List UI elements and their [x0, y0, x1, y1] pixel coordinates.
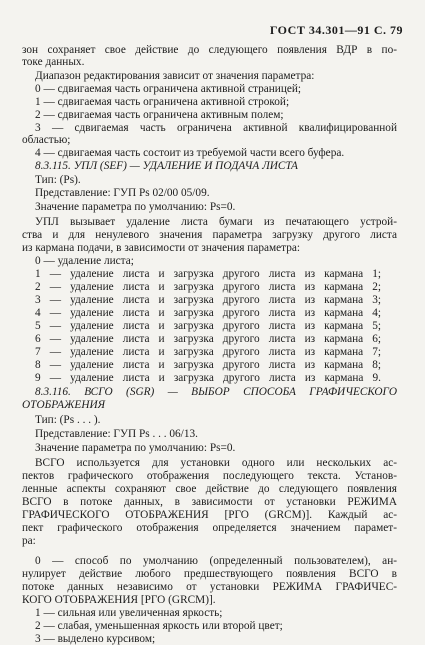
text-line: ства и для ненулевого значения параметра загрузку другого листа: [22, 229, 397, 241]
list-item: 3 — удаление листа и загрузка другого листа из кармана 3;: [35, 294, 381, 306]
list-item: 1 — сильная или увеличенная яркость;: [35, 607, 223, 619]
list-item: 0 — сдвигаемая часть ограничена активной страницей;: [35, 83, 302, 95]
text-line: из кармана подачи, в зависимости от значения параметра:: [22, 242, 301, 254]
page-header: ГОСТ 34.301—91 С. 79: [269, 23, 403, 37]
list-item: 6 — удаление листа и загрузка другого листа из кармана 6;: [35, 333, 381, 345]
list-item: 4 — сдвигаемая часть состоит из требуемой части всего буфера.: [35, 147, 345, 159]
text-line: пектов графического отображения последующего текста. Установ-: [22, 470, 397, 482]
text-line: Значение параметра по умолчанию: Ps=0.: [35, 201, 236, 213]
text-line: зон сохраняет свое действие до следующего появления ВДР в по-: [22, 44, 397, 56]
list-item: 5 — удаление листа и загрузка другого листа из кармана 5;: [35, 320, 381, 332]
section-heading: 8.3.115. УПЛ (SEF) — УДАЛЕНИЕ И ПОДАЧА ЛИСТА: [35, 160, 298, 172]
text-line: ленные аспекты сохраняют свое действие до следующего появления: [22, 483, 397, 495]
list-item: 1 — сдвигаемая часть ограничена активной строкой;: [35, 96, 290, 108]
list-item: 2 — сдвигаемая часть ограничена активным полем;: [35, 109, 284, 121]
text-line: УПЛ вызывает удаление листа бумаги из печатающего устрой-: [35, 216, 397, 228]
text-line: Диапазон редактирования зависит от значения параметра:: [35, 70, 315, 82]
list-item: 4 — удаление листа и загрузка другого листа из кармана 4;: [35, 307, 381, 319]
text-line: пект графического отображения определяется значением парамет-: [22, 522, 397, 534]
list-item: 3 — выделено курсивом;: [35, 633, 156, 645]
text-line: Представление: ГУП Ps 02/00 05/09.: [35, 187, 210, 199]
text-line: Тип: (Ps . . . ).: [35, 414, 101, 426]
list-item: 2 — слабая, уменьшенная яркость или второй цвет;: [35, 620, 283, 632]
text-line: КОГО ОТОБРАЖЕНИЯ [РГО (GRCM)].: [22, 594, 216, 606]
list-item: 1 — удаление листа и загрузка другого листа из кармана 1;: [35, 268, 381, 280]
text-line: нулирует действие любого предшествующего появления ВСГО в: [22, 568, 397, 580]
text-line: ВСГО используется для установки одного или нескольких ас-: [35, 457, 397, 469]
section-heading: 8.3.116. ВСГО (SGR) — ВЫБОР СПОСОБА ГРАФИЧЕСКОГО: [35, 386, 397, 398]
list-item: 9 — удаление листа и загрузка другого листа из кармана 9.: [35, 372, 381, 384]
list-item: 7 — удаление листа и загрузка другого листа из кармана 7;: [35, 346, 381, 358]
text-line: ВСГО в потоке данных, в зависимости от установки РЕЖИМА: [22, 496, 397, 508]
text-line: Значение параметра по умолчанию: Ps=0.: [35, 442, 236, 454]
text-line: областью;: [22, 134, 71, 146]
list-item: 0 — способ по умолчанию (определенный пользователем), ан-: [35, 555, 397, 567]
text-line: Представление: ГУП Ps . . . 06/13.: [35, 428, 198, 440]
text-line: токе данных.: [22, 56, 85, 68]
text-line: ГРАФИЧЕСКОГО ОТОБРАЖЕНИЯ [РГО (GRCM)]. Каждый ас-: [22, 509, 397, 521]
section-heading: ОТОБРАЖЕНИЯ: [22, 399, 106, 411]
list-item: 2 — удаление листа и загрузка другого листа из кармана 2;: [35, 281, 381, 293]
text-line: Тип: (Ps).: [35, 174, 81, 186]
text-line: ра:: [22, 535, 36, 547]
text-line: потоке данных независимо от установки РЕЖИМА ГРАФИЧЕС-: [22, 581, 397, 593]
list-item: 8 — удаление листа и загрузка другого листа из кармана 8;: [35, 359, 381, 371]
list-item: 3 — сдвигаемая часть ограничена активной квалифицированной: [35, 122, 397, 134]
list-item: 0 — удаление листа;: [35, 255, 134, 267]
